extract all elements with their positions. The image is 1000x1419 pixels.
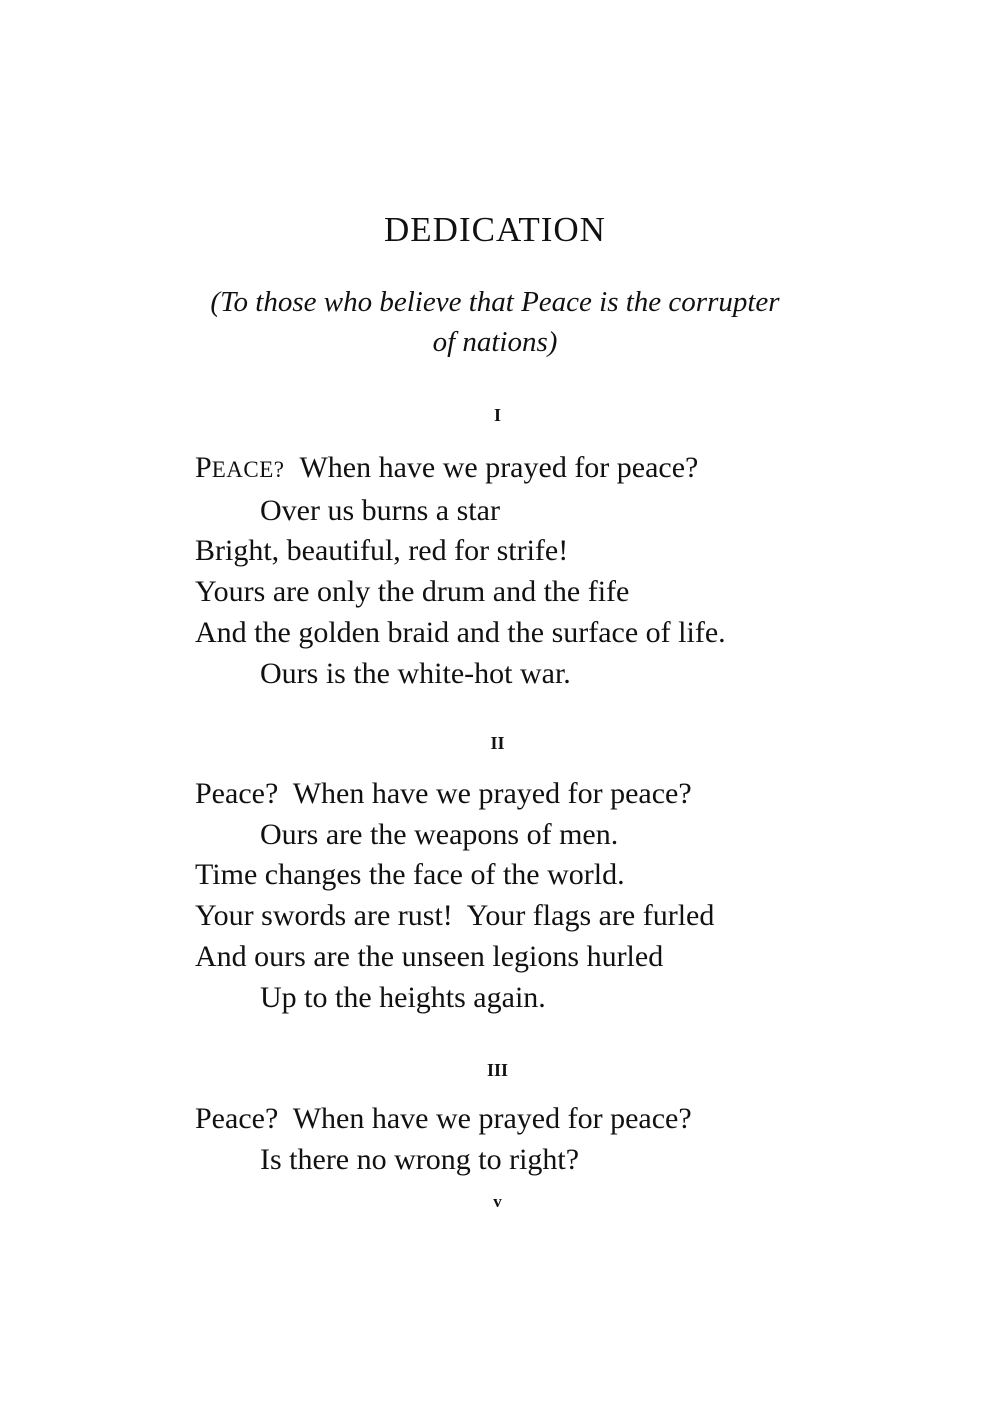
poem-line: Over us burns a star <box>260 493 500 527</box>
poem-line: Is there no wrong to right? <box>260 1142 580 1176</box>
stanza-2 <box>195 774 895 1018</box>
poem-line: And ours are the unseen legions hurled <box>195 939 664 973</box>
poem-line: Up to the heights again. <box>260 980 546 1014</box>
poem-line: Peace? When have we prayed for peace? <box>195 777 692 810</box>
stanza-numeral-2: II <box>490 733 505 753</box>
poem-line: Yours are only the drum and the fife <box>195 575 630 609</box>
page-number: v <box>493 1192 502 1211</box>
poem-line-text: When have we prayed for peace? <box>299 451 699 484</box>
stanza-1 <box>195 448 895 694</box>
stanza-numeral-3: III <box>486 1060 508 1080</box>
dedication-subtitle-line-1: (To those who believe that Peace is the corrupter <box>210 286 780 318</box>
poem-line: Your swords are rust! Your flags are furled <box>195 899 715 933</box>
poem-line: Ours are the weapons of men. <box>260 817 619 851</box>
stanza-numeral-1: I <box>493 405 501 425</box>
small-caps-initial: P <box>195 451 212 484</box>
dedication-subtitle-line-2: of nations) <box>432 326 558 358</box>
page-title: DEDICATION <box>384 210 606 249</box>
poem-line: Time changes the face of the world. <box>195 858 625 892</box>
stanza-3 <box>195 1099 895 1180</box>
poem-line: Bright, beautiful, red for strife! <box>195 534 569 568</box>
poem-line: And the golden braid and the surface of life. <box>195 615 726 649</box>
poem-line: Ours is the white-hot war. <box>260 656 571 690</box>
poem-line <box>195 448 895 491</box>
poem-line: Peace? When have we prayed for peace? <box>195 1102 692 1135</box>
small-caps-rest: EACE? <box>211 457 285 482</box>
